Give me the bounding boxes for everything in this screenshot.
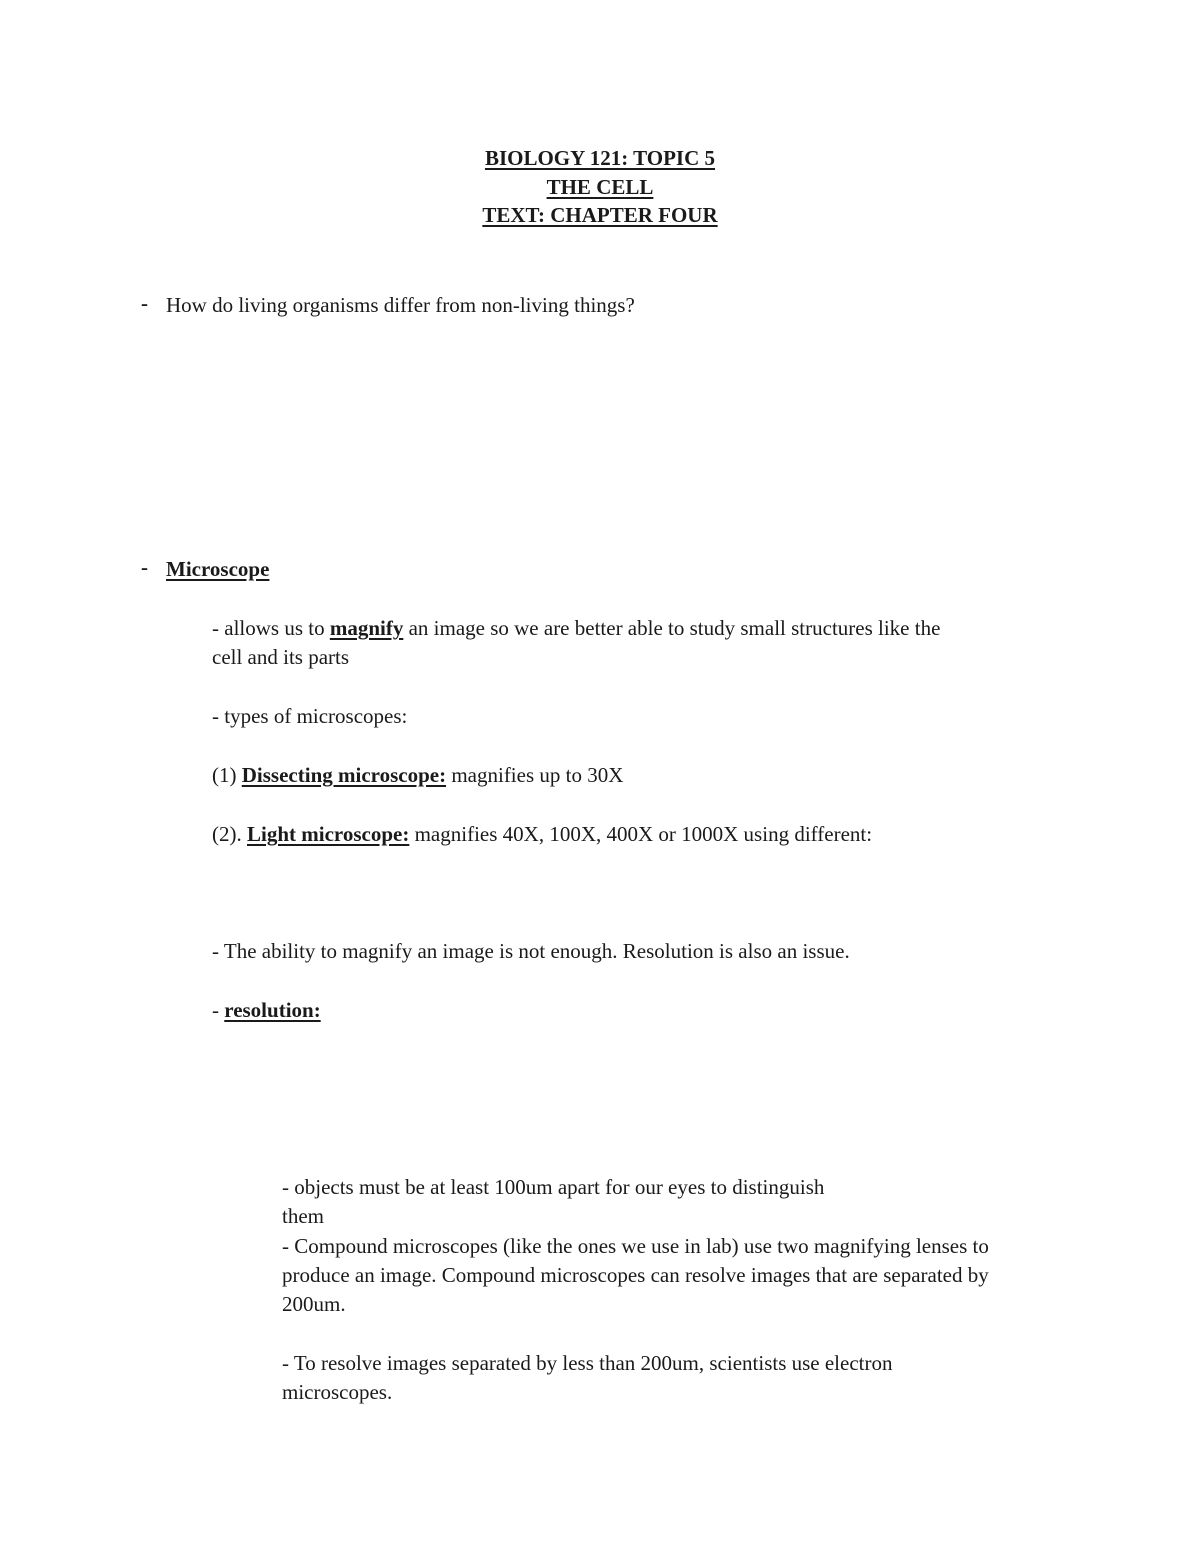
course-title: BIOLOGY 121: TOPIC 5	[484, 146, 716, 170]
types-label: - types of microscopes:	[212, 704, 408, 728]
resolution-heading	[212, 996, 321, 1025]
microscope-heading	[166, 555, 269, 584]
type-dissecting	[212, 761, 623, 790]
magnify-term: magnify	[329, 616, 404, 640]
resolution-point-eyes: - objects must be at least 100um apart for our eyes to distinguish them	[282, 1175, 825, 1228]
resolution-point-compound: - Compound microscopes (like the ones we use in lab) use two magnifying lenses to produce an image. Compound microscopes can resolve images that are separated by 200um.	[282, 1234, 989, 1316]
type1-term: Dissecting microscope:	[241, 763, 447, 787]
ability-text: - The ability to magnify an image is not enough. Resolution is also an issue.	[212, 939, 850, 963]
resolution-prefix: -	[212, 998, 225, 1022]
type1-description: magnifies up to 30X	[446, 763, 624, 787]
type-light	[212, 820, 872, 849]
magnify-line	[212, 614, 940, 643]
magnify-prefix: - allows us to	[212, 616, 330, 640]
type2-term: Light microscope:	[247, 822, 410, 846]
type2-number: (2).	[212, 822, 247, 846]
type2-description: magnifies 40X, 100X, 400X or 1000X using different:	[409, 822, 873, 846]
magnify-suffix: an image so we are better able to study small structures like the	[403, 616, 941, 640]
type1-number: (1)	[212, 763, 242, 787]
resolution-term: resolution:	[224, 998, 321, 1022]
resolution-point-electron: - To resolve images separated by less than 200um, scientists use electron microscopes.	[282, 1351, 893, 1404]
bullet-dash: -	[141, 555, 148, 579]
bullet-dash: -	[141, 291, 148, 315]
magnify-line-2: cell and its parts	[212, 645, 350, 669]
topic-title: THE CELL	[546, 175, 654, 199]
question-text: How do living organisms differ from non-living things?	[166, 293, 635, 317]
text-reference: TEXT: CHAPTER FOUR	[482, 203, 718, 227]
microscope-heading-text: Microscope	[166, 557, 270, 581]
